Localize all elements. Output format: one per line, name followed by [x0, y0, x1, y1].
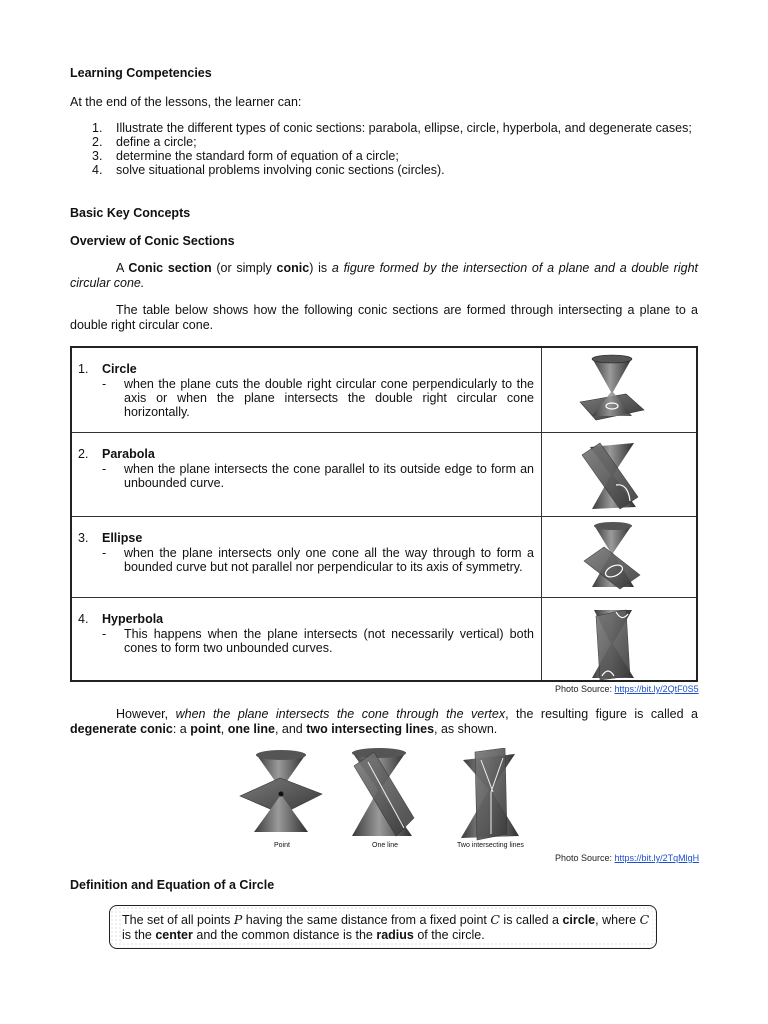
list-text: determine the standard form of equation of a circle; [116, 149, 399, 163]
row-number: 1. [78, 362, 89, 376]
list-number: 3. [92, 149, 103, 163]
list-number: 1. [92, 121, 103, 135]
table-photo-source-link[interactable]: https://bit.ly/2QtF0S5 [614, 684, 699, 694]
competency-list [70, 121, 700, 177]
circle-definition-box [109, 905, 657, 949]
list-item [70, 149, 700, 163]
list-item [70, 163, 700, 177]
conic-definition-paragraph: A Conic section (or simply conic) is a figure formed by the intersection of a plane and a double right circular cone. [70, 261, 698, 290]
degenerate-conic-paragraph: However, when the plane intersects the cone through the vertex, the resulting figure is called a degenerate conic: a point, one line, and two intersecting lines, as shown. [70, 707, 698, 736]
list-text: define a circle; [116, 135, 197, 149]
table-intro-paragraph: The table below shows how the following conic sections are formed through intersecting a plane to a double right circular cone. [70, 303, 698, 332]
row-title: Parabola [102, 447, 155, 461]
learning-competencies-heading: Learning Competencies [70, 66, 212, 80]
caption-two-intersecting-lines: Two intersecting lines [457, 842, 524, 849]
row-number: 2. [78, 447, 89, 461]
row-dash: - [102, 462, 107, 476]
caption-one-line: One line [372, 842, 399, 849]
row-number: 3. [78, 531, 89, 545]
degenerate-photo-source-link[interactable]: https://bit.ly/2TqMlgH [614, 853, 700, 863]
row-description: when the plane cuts the double right circular cone perpendicularly to the axis or when the plane intersects the double right circular cone horizontally. [124, 377, 534, 419]
ellipse-cone-icon [572, 521, 652, 593]
list-number: 4. [92, 163, 103, 177]
row-dash: - [102, 377, 107, 391]
table-row [72, 348, 696, 433]
conic-sections-table [70, 346, 698, 682]
row-title: Ellipse [102, 531, 143, 545]
row-description: when the plane intersects only one cone all the way through to form a bounded curve but not parallel nor perpendicular to its axis of symmetry. [124, 546, 534, 574]
degenerate-photo-source: Photo Source: https://bit.ly/2TqMlgH [555, 853, 700, 863]
table-row [72, 598, 696, 682]
parabola-cone-icon [572, 439, 652, 511]
circle-definition-text: The set of all points P having the same distance from a fixed point C is called a circle, where C is the center and the common distance is the radius of the circle. [122, 912, 652, 943]
list-item [70, 135, 700, 149]
point-degenerate-icon [238, 748, 328, 844]
overview-heading: Overview of Conic Sections [70, 234, 235, 248]
circle-cone-icon [572, 354, 652, 426]
table-row [72, 433, 696, 517]
row-dash: - [102, 627, 107, 641]
hyperbola-cone-icon [572, 606, 652, 680]
table-photo-source: Photo Source: https://bit.ly/2QtF0S5 [555, 684, 699, 694]
learning-intro: At the end of the lessons, the learner can: [70, 95, 302, 109]
row-number: 4. [78, 612, 89, 626]
one-line-degenerate-icon [346, 746, 418, 844]
table-row [72, 517, 696, 598]
row-title: Circle [102, 362, 137, 376]
basic-key-concepts-heading: Basic Key Concepts [70, 206, 191, 220]
list-number: 2. [92, 135, 103, 149]
list-text: solve situational problems involving conic sections (circles). [116, 163, 445, 177]
row-title: Hyperbola [102, 612, 164, 626]
row-description: when the plane intersects the cone parallel to its outside edge to form an unbounded curve. [124, 462, 534, 490]
two-intersecting-lines-icon [455, 748, 525, 844]
list-text: Illustrate the different types of conic sections: parabola, ellipse, circle, hyperbola, and degenerate cases; [116, 121, 692, 135]
row-description: This happens when the plane intersects (not necessarily vertical) both cones to form two unbounded curves. [124, 627, 534, 655]
caption-point: Point [274, 842, 290, 849]
list-item [70, 121, 700, 135]
definition-heading: Definition and Equation of a Circle [70, 878, 275, 892]
row-dash: - [102, 546, 107, 560]
